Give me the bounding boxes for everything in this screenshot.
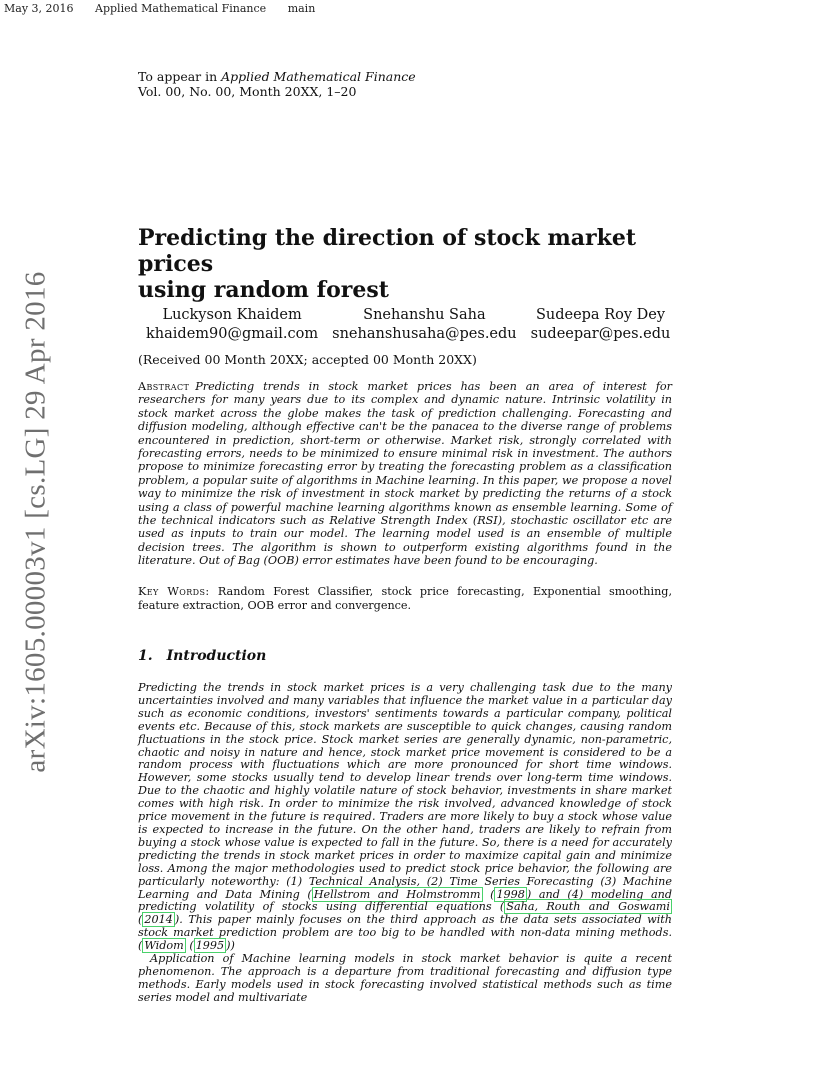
venue-block — [138, 69, 416, 99]
abstract — [138, 380, 672, 568]
running-head-file: main — [287, 2, 316, 15]
running-head-journal: Applied Mathematical Finance — [95, 2, 267, 15]
citation-year-link[interactable]: 1995 — [195, 939, 225, 953]
author-email: snehanshusaha@pes.edu — [332, 326, 517, 342]
title-line-2: using random forest — [138, 277, 389, 303]
arxiv-identifier-stamp: arXiv:1605.00003v1 [cs.LG] 29 Apr 2016 — [19, 271, 52, 773]
keywords-text: Random Forest Classifier, stock price forecasting, Exponential smoothing, feature extraction, OOB error and convergence. — [138, 585, 672, 612]
section-heading-introduction — [138, 648, 266, 664]
author-name: Luckyson Khaidem — [162, 307, 302, 323]
abstract-text: Predicting trends in stock market prices has been an area of interest for researchers for many years due to its complex and dynamic nature. Intrinsic volatility in stock market across the globe makes the task of prediction challenging. Forecasting and diffusion modeling, although effective can't be the panacea to the diverse range of problems encountered in prediction, short-term or otherwise. Market risk, strongly correlated with forecasting errors, needs to be minimized to ensure minimal risk in investment. The authors propose to minimize forecasting error by treating the forecasting problem as a classification problem, a popular suite of algorithms in Machine learning. In this paper, we propose a novel way to minimize the risk of investment in stock market by predicting the returns of a stock using a class of powerful machine learning algorithms known as ensemble learning. Some of the technical indicators such as Relative Strength Index (RSI), stochastic oscillator etc are used as inputs to train our model. The learning model used is an ensemble of multiple decision trees. The algorithm is shown to outperform existing algorithms found in the literature. Out of Bag (OOB) error estimates have been found to be encouraging. — [138, 380, 672, 568]
intro-text: ). This paper mainly focuses on the third approach as the data sets associated with stock market prediction problem are too big to be handled with non-data mining methods. ( — [138, 913, 672, 953]
author-1 — [146, 306, 318, 344]
keywords-label: Key Words: — [138, 585, 210, 598]
author-name: Sudeepa Roy Dey — [535, 307, 666, 323]
intro-paragraph-1: Predicting the trends in stock market prices is a very challenging task due to the many uncertainties involved and many variables that influence the market value in a particular day such as economic conditions, investors' sentiments towards a particular company, political events etc. Because of this, stock markets are susceptible to quick changes, causing random fluctuations in the stock price. Stock market series are generally dynamic, non-parametric, chaotic and noisy in nature and hence, stock market price movement is considered to be a random process with fluctuations which are more pronounced for short time windows. However, some stocks usually tend to develop linear trends over long-term time windows. Due to the chaotic and highly volatile nature of stock behavior, investments in share market comes with high risk. In order to minimize the risk involved, advanced knowledge of stock price movement in the future is required. Traders are more likely to buy a stock whose value is expected to increase in the future. On the other hand, traders are likely to refrain from buying a stock whose value is expected to fall in the future. So, there is a need for accurately predicting the trends in stock market prices in order to maximize capital gain and minimize loss. Among the major methodologies used to predict stock price behavior, the following are particularly noteworthy: (1) Technical Analysis, (2) Time Series Forecasting (3) Machine Learning and Data Mining ( Hellstrom and Holmstromm ( 1998 ) and (4) modeling and predicting volatility of stocks using differential equations ( Saha, Routh and Goswami ( 2014 ). This paper mainly focuses on the third approach as the data sets associated with stock market prediction problem are too big to be handled with non-data mining methods. ( Widom ( 1995 )) — [138, 681, 672, 953]
keywords — [138, 585, 672, 613]
title-line-1: Predicting the direction of stock market prices — [138, 225, 637, 277]
venue-volume: Vol. 00, No. 00, Month 20XX, 1–20 — [138, 84, 357, 99]
author-list — [146, 306, 670, 344]
citation-year-link[interactable]: 2014 — [144, 913, 173, 927]
introduction-body — [138, 682, 672, 1005]
citation-link[interactable]: Hellstrom and Holmstromm — [313, 887, 481, 901]
venue-prefix: To appear in — [138, 69, 222, 84]
received-dates: (Received 00 Month 20XX; accepted 00 Month 20XX) — [138, 352, 477, 367]
intro-text: ) and (4) modeling and predicting volatility of stocks using differential equations ( — [138, 887, 672, 914]
author-3 — [531, 306, 671, 344]
running-head — [4, 2, 333, 15]
running-head-date: May 3, 2016 — [4, 2, 74, 15]
venue-journal: Applied Mathematical Finance — [221, 69, 416, 84]
intro-text: ) — [230, 939, 235, 953]
citation-link[interactable]: Widom — [144, 939, 184, 953]
intro-text: Predicting the trends in stock market prices is a very challenging task due to the many uncertainties involved and many variables that influence the market value in a particular day such as economic conditions, investors' sentiments towards a particular company, political events etc. Because of this, stock markets are susceptible to quick changes, causing random fluctuations in the stock price. Stock market series are generally dynamic, non-parametric, chaotic and noisy in nature and hence, stock market price movement is considered to be a random process with fluctuations which are more pronounced for short time windows. However, some stocks usually tend to develop linear trends over long-term time windows. Due to the chaotic and highly volatile nature of stock behavior, investments in share market comes with high risk. In order to minimize the risk involved, advanced knowledge of stock price movement in the future is required. Traders are more likely to buy a stock whose value is expected to increase in the future. On the other hand, traders are likely to refrain from buying a stock whose value is expected to fall in the future. So, there is a need for accurately predicting the trends in stock market prices in order to maximize capital gain and minimize loss. Among the major methodologies used to predict stock price behavior, the following are particularly noteworthy: (1) Technical Analysis, (2) Time Series Forecasting (3) Machine Learning and Data Mining ( — [138, 681, 672, 901]
author-name: Snehanshu Saha — [363, 307, 486, 323]
citation-year-link[interactable]: 1998 — [496, 887, 525, 901]
section-number: 1. — [138, 648, 153, 664]
author-email: khaidem90@gmail.com — [146, 326, 319, 342]
intro-paragraph-2: Application of Machine learning models in stock market behavior is quite a recent phenomenon. The approach is a departure from traditional forecasting and diffusion type methods. Early models used in stock forecasting involved statistical methods such as time series model and multivariate — [138, 952, 672, 1004]
citation-link[interactable]: Saha, Routh and Goswami — [506, 900, 670, 914]
section-title: Introduction — [166, 648, 267, 664]
author-2 — [332, 306, 517, 344]
author-email: sudeepar@pes.edu — [530, 326, 671, 342]
paper-title — [138, 225, 698, 303]
venue-line — [138, 69, 416, 84]
abstract-label: Abstract — [138, 380, 190, 393]
